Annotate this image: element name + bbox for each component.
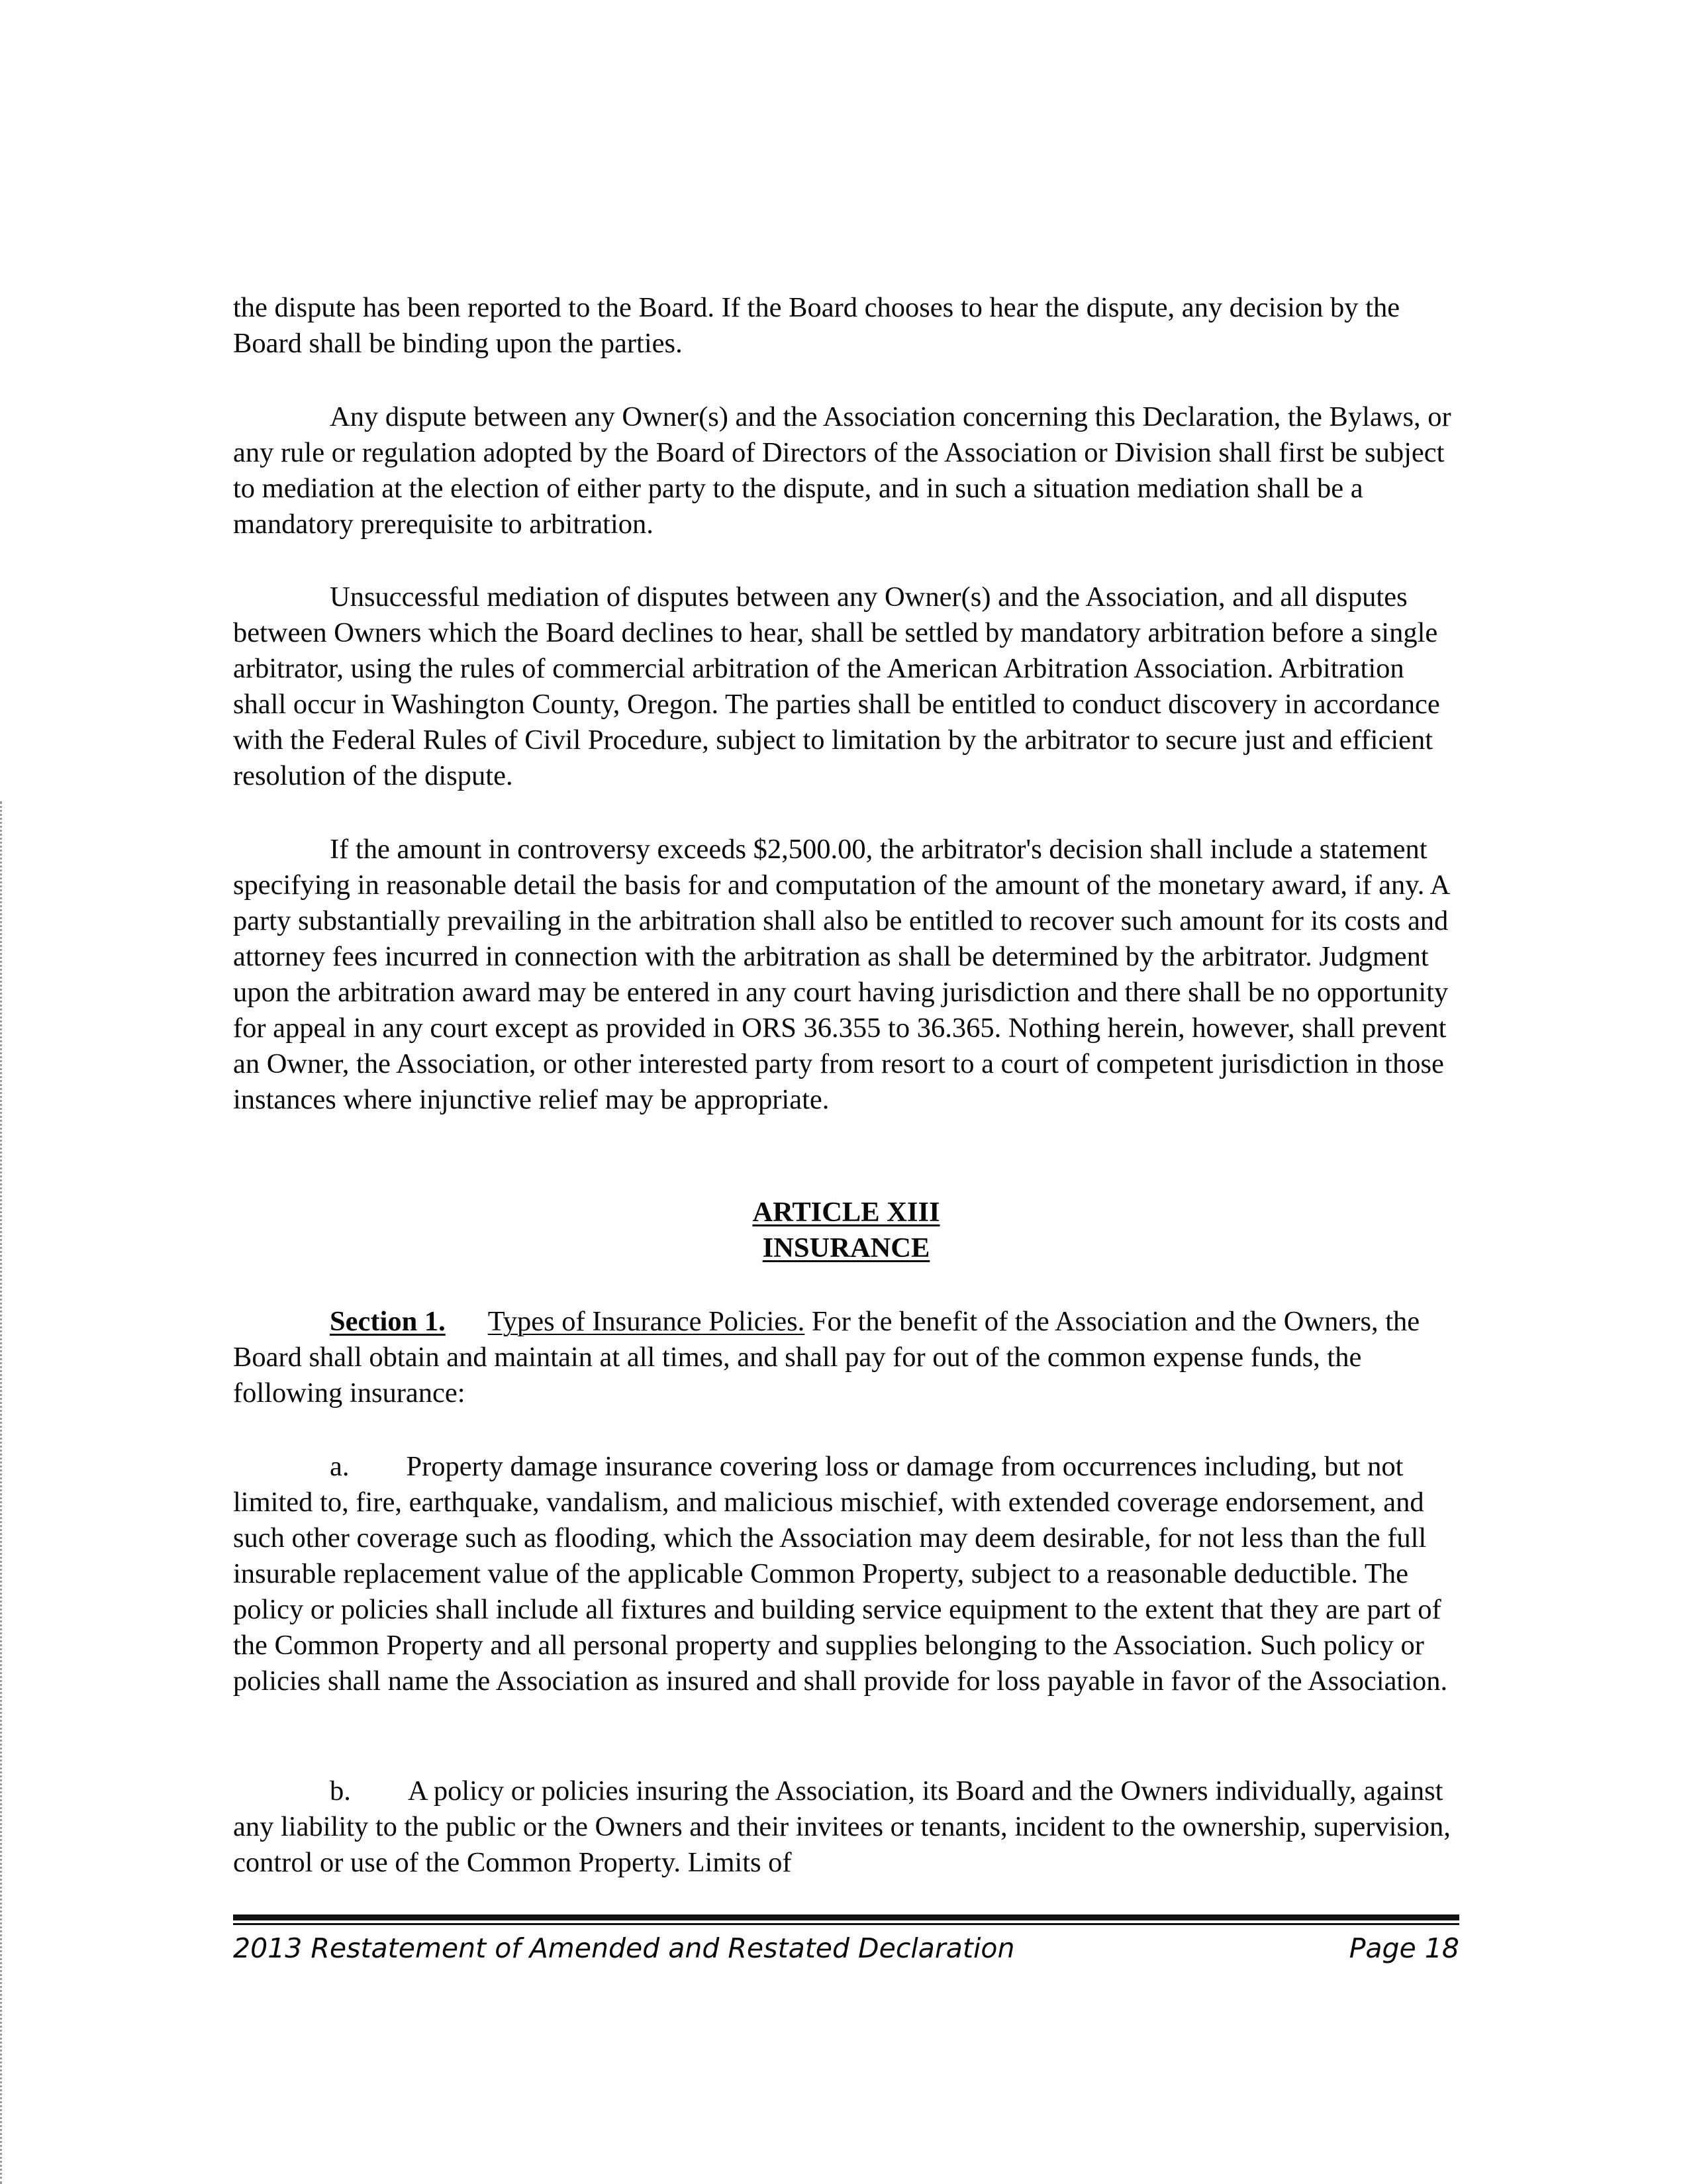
article-title: INSURANCE	[762, 1232, 930, 1264]
section-1-paragraph	[233, 1304, 1459, 1411]
article-heading	[233, 1195, 1459, 1266]
paragraph-mediation: Any dispute between any Owner(s) and the Association concerning this Declaration, the Bylaws, or any rule or regulation adopted by the Board of Directors of the Association or Division shall first be subject to mediation at the election of either party to the dispute, and in such a situation mediation shall be a mandatory prerequisite to arbitration.	[233, 401, 1451, 540]
footer-document-title: 2013 Restatement of Amended and Restated Declaration	[233, 1932, 1015, 1964]
footer-page-number: Page 18	[1349, 1932, 1459, 1964]
section-1-label: Section 1.	[330, 1306, 446, 1337]
item-b-paragraph	[233, 1773, 1459, 1881]
section-1-text: For the benefit of the Association and the Owners, the Board shall obtain and maintain at all times, and shall pay for out of the common expense funds, the following insurance:	[233, 1306, 1420, 1409]
article-number: ARTICLE XIII	[752, 1197, 940, 1228]
footer-rule-thin	[233, 1923, 1459, 1925]
item-a-paragraph	[233, 1449, 1459, 1699]
section-1-title: Types of Insurance Policies.	[487, 1306, 805, 1337]
item-b-text: A policy or policies insuring the Association, its Board and the Owners individually, against any liability to the public or the Owners and their invitees or tenants, incident to the ownership, supervision, control or use of the Common Property. Limits of	[233, 1775, 1451, 1878]
scan-edge-marks	[0, 801, 5, 2184]
footer-rule-thick	[233, 1914, 1459, 1920]
item-b-label: b.	[330, 1775, 351, 1807]
paragraph-award: If the amount in controversy exceeds $2,500.00, the arbitrator's decision shall include a statement specifying in reasonable detail the basis for and computation of the amount of the monetary award, if any. A party substantially prevailing in the arbitration shall also be entitled to recover such amount for its costs and attorney fees incurred in connection with the arbitration as shall be determined by the arbitrator. Judgment upon the arbitration award may be entered in any court having jurisdiction and there shall be no opportunity for appeal in any court except as provided in ORS 36.355 to 36.365. Nothing herein, however, shall prevent an Owner, the Association, or other interested party from resort to a court of competent jurisdiction in those instances where injunctive relief may be appropriate.	[233, 834, 1449, 1115]
paragraph-arbitration: Unsuccessful mediation of disputes between any Owner(s) and the Association, and all disputes between Owners which the Board declines to hear, shall be settled by mandatory arbitration before a single arbitrator, using the rules of commercial arbitration of the American Arbitration Association. Arbitration shall occur in Washington County, Oregon. The parties shall be entitled to conduct discovery in accordance with the Federal Rules of Civil Procedure, subject to limitation by the arbitrator to secure just and efficient resolution of the dispute.	[233, 581, 1440, 791]
item-a-label: a.	[330, 1451, 350, 1482]
item-a-text: Property damage insurance covering loss or damage from occurrences including, but not limited to, fire, earthquake, vandalism, and malicious mischief, with extended coverage endorsement, and such other coverage such as flooding, which the Association may deem desirable, for not less than the full insurable replacement value of the applicable Common Property, subject to a reasonable deductible. The policy or policies shall include all fixtures and building service equipment to the extent that they are part of the Common Property and all personal property and supplies belonging to the Association. Such policy or policies shall name the Association as insured and shall provide for loss payable in favor of the Association.	[233, 1451, 1448, 1697]
paragraph-dispute-reported: the dispute has been reported to the Board. If the Board chooses to hear the dispute, any decision by the Board shall be binding upon the parties.	[233, 292, 1400, 359]
